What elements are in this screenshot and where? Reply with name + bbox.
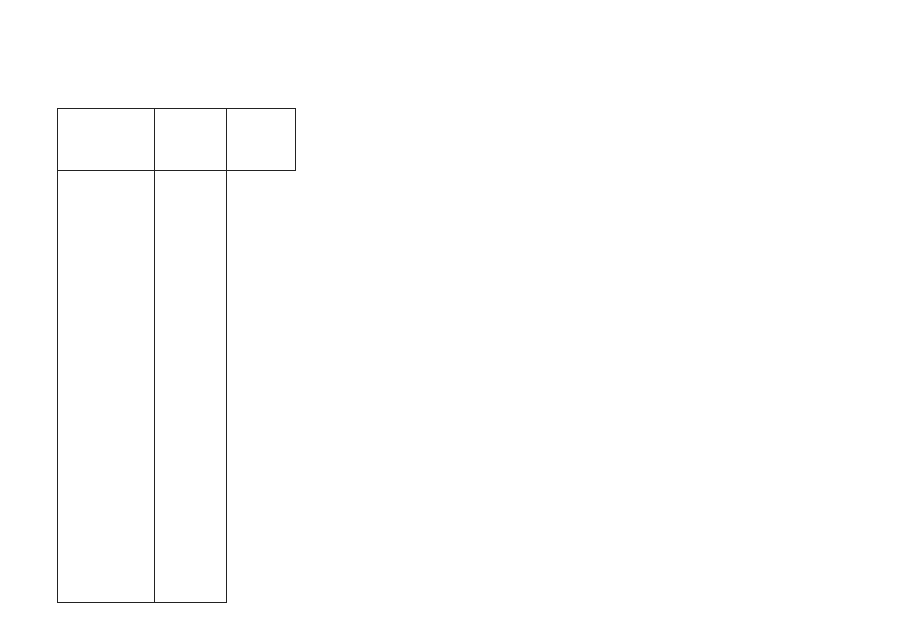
empty-cell — [58, 108, 155, 170]
empty-cell — [155, 108, 227, 170]
program-table — [57, 108, 857, 603]
executor-cell — [155, 170, 227, 602]
funding-source-cell — [227, 108, 296, 170]
table-row — [58, 108, 857, 170]
activity-name-cell — [58, 170, 155, 602]
table-row — [58, 170, 857, 245]
